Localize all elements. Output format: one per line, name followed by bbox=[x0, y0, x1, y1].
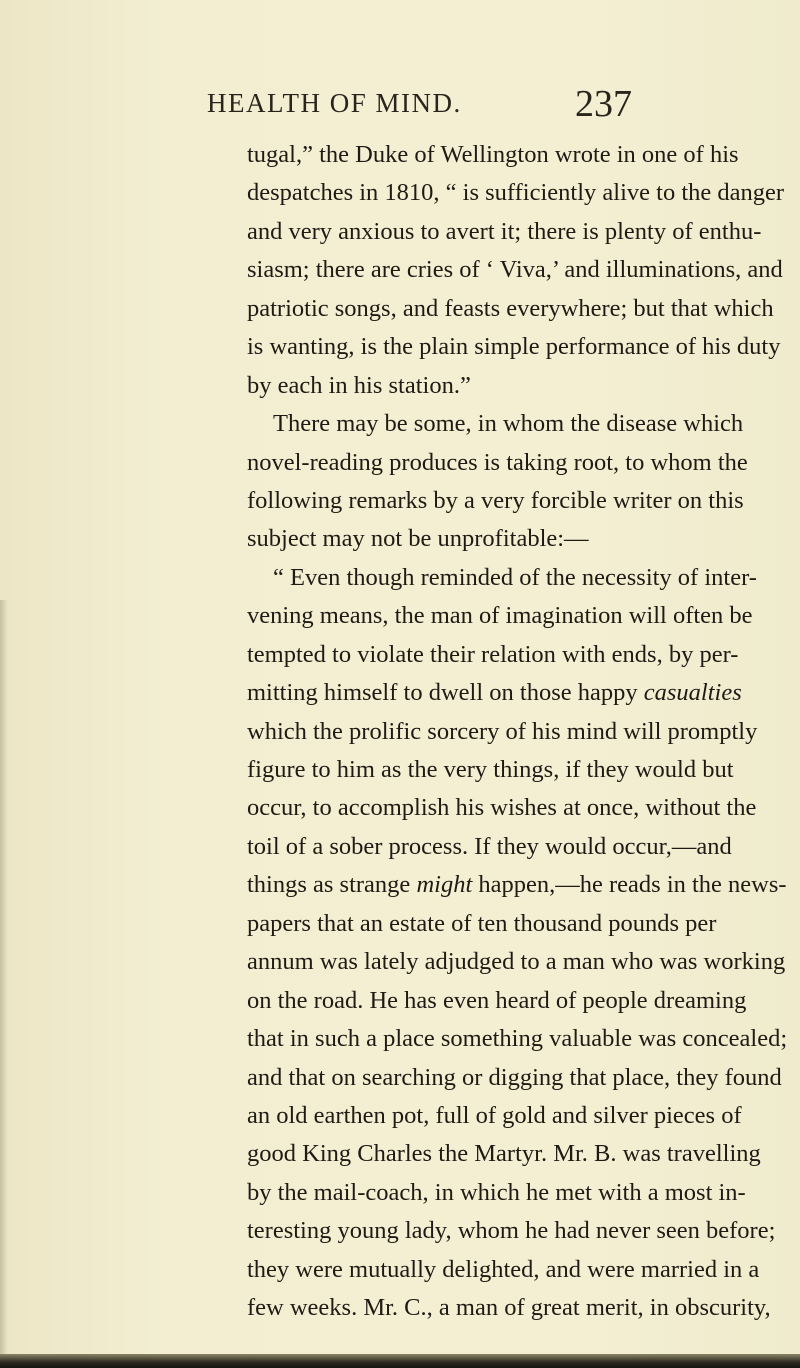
text-line: vening means, the man of imagination will often be bbox=[247, 602, 753, 630]
text-line: and that on searching or digging that place, they found bbox=[247, 1063, 782, 1091]
text-line bbox=[247, 674, 742, 712]
text-line: by the mail-coach, in which he met with a most in- bbox=[247, 1178, 746, 1206]
text-line: figure to him as the very things, if they would but bbox=[247, 756, 734, 783]
italic-word: casualties bbox=[643, 679, 742, 707]
text-line: papers that an estate of ten thousand pounds per bbox=[247, 909, 717, 937]
text-line: tempted to violate their relation with ends, by per- bbox=[247, 640, 739, 668]
text-line: patriotic songs, and feasts everywhere; but that which bbox=[247, 294, 774, 322]
text-line: siasm; there are cries of ‘ Viva,’ and illuminations, and bbox=[247, 256, 783, 284]
text-line: toil of a sober process. If they would occur,—and bbox=[247, 832, 732, 860]
text-line: novel-reading produces is taking root, to whom the bbox=[247, 448, 748, 476]
text-line: tugal,” the Duke of Wellington wrote in one of his bbox=[247, 141, 739, 168]
text-line: few weeks. Mr. C., a man of great merit, in obscurity, bbox=[247, 1294, 771, 1322]
text-line: following remarks by a very forcible writer on this bbox=[247, 486, 744, 514]
scan-bottom-edge bbox=[0, 1354, 800, 1368]
page-header bbox=[0, 84, 800, 124]
text-line: good King Charles the Martyr. Mr. B. was travelling bbox=[247, 1140, 761, 1168]
text-line bbox=[247, 866, 787, 904]
text-line: that in such a place something valuable was concealed; bbox=[247, 1025, 788, 1053]
italic-word: might bbox=[416, 871, 473, 899]
page-number: 237 bbox=[575, 83, 632, 125]
text-line: and very anxious to avert it; there is plenty of enthu- bbox=[247, 217, 762, 245]
text-line: teresting young lady, whom he had never seen before; bbox=[247, 1217, 776, 1245]
text-segment: happen,—he reads in the news- bbox=[478, 871, 787, 899]
text-line: occur, to accomplish his wishes at once, without the bbox=[247, 794, 757, 822]
body-text bbox=[247, 136, 788, 1328]
text-line: an old earthen pot, full of gold and silver pieces of bbox=[247, 1101, 742, 1129]
text-segment: things as strange bbox=[247, 871, 411, 899]
text-segment: mitting himself to dwell on those happy bbox=[247, 679, 638, 707]
running-head: HEALTH OF MIND. bbox=[207, 88, 462, 118]
text-line: which the prolific sorcery of his mind will promptly bbox=[247, 717, 758, 745]
text-line: is wanting, is the plain simple performance of his duty bbox=[247, 333, 781, 361]
text-line: subject may not be unprofitable:— bbox=[247, 525, 589, 553]
text-line: they were mutually delighted, and were married in a bbox=[247, 1255, 760, 1283]
text-line: by each in his station.” bbox=[247, 371, 471, 399]
text-line: “ Even though reminded of the necessity of inter- bbox=[273, 563, 757, 591]
text-line: There may be some, in whom the disease which bbox=[273, 410, 744, 438]
text-line: annum was lately adjudged to a man who was working bbox=[247, 948, 786, 976]
page-edge-shadow bbox=[0, 600, 8, 1360]
text-line: despatches in 1810, “ is sufficiently alive to the danger bbox=[247, 179, 785, 207]
text-line: on the road. He has even heard of people dreaming bbox=[247, 986, 747, 1014]
